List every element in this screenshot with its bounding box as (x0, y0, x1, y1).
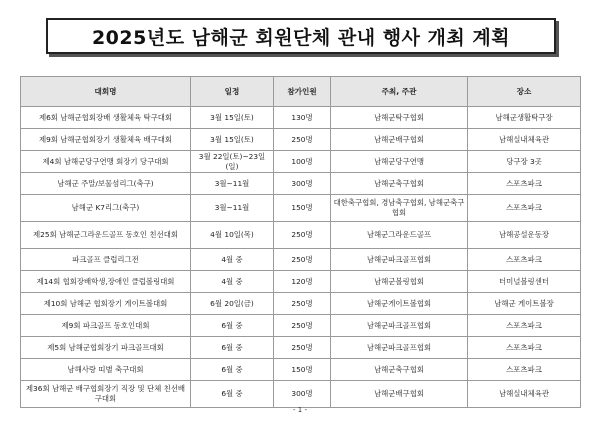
page-title: 2025년도 남해군 회원단체 관내 행사 개최 계획 (91, 26, 511, 49)
event-place: 스포츠파크 (468, 249, 581, 271)
event-name: 제4회 남해군당구연맹 회장기 당구대회 (21, 151, 191, 173)
event-count: 300명 (274, 381, 331, 408)
table-row (21, 173, 581, 195)
event-place: 터미널볼링센터 (468, 271, 581, 293)
event-name: 제25회 남해군그라운드골프 동호인 친선대회 (21, 222, 191, 249)
table-row (21, 271, 581, 293)
event-name: 남해군 K7리그(축구) (21, 195, 191, 222)
event-date: 6월 중 (191, 337, 274, 359)
table-row (21, 381, 581, 408)
events-table (20, 76, 581, 408)
event-place: 스포츠파크 (468, 337, 581, 359)
event-host: 남해군게이트볼협회 (331, 293, 468, 315)
event-host: 대한축구협회, 경남축구협회, 남해군축구협회 (331, 195, 468, 222)
header-place: 장소 (468, 77, 581, 107)
event-place: 스포츠파크 (468, 359, 581, 381)
table-row (21, 151, 581, 173)
event-host: 남해군탁구협회 (331, 107, 468, 129)
event-place: 스포츠파크 (468, 315, 581, 337)
event-date: 3월 15일(토) (191, 107, 274, 129)
event-date: 4월 중 (191, 249, 274, 271)
event-count: 130명 (274, 107, 331, 129)
table-row (21, 107, 581, 129)
event-name: 제9회 남해군협회장기 생활체육 배구대회 (21, 129, 191, 151)
event-count: 300명 (274, 173, 331, 195)
event-date: 3월~11월 (191, 173, 274, 195)
event-count: 250명 (274, 249, 331, 271)
table-row (21, 195, 581, 222)
table-row (21, 249, 581, 271)
event-date: 3월 15일(토) (191, 129, 274, 151)
event-count: 150명 (274, 359, 331, 381)
title-box (46, 18, 556, 54)
event-date: 4월 10일(목) (191, 222, 274, 249)
event-date: 6월 중 (191, 381, 274, 408)
event-count: 250명 (274, 337, 331, 359)
event-count: 150명 (274, 195, 331, 222)
event-date: 6월 중 (191, 359, 274, 381)
page-number: - 1 - (293, 406, 307, 414)
event-count: 250명 (274, 315, 331, 337)
event-date: 3월~11월 (191, 195, 274, 222)
table-row (21, 293, 581, 315)
event-host: 남해군축구협회 (331, 173, 468, 195)
event-count: 250명 (274, 222, 331, 249)
event-name: 제10회 남해군 협회장기 게이트볼대회 (21, 293, 191, 315)
event-place: 남해공설운동장 (468, 222, 581, 249)
header-name: 대회명 (21, 77, 191, 107)
event-place: 남해실내체육관 (468, 381, 581, 408)
table-row (21, 129, 581, 151)
event-name: 남해군 주말/보물섬리그(축구) (21, 173, 191, 195)
event-date: 6월 중 (191, 315, 274, 337)
event-place: 스포츠파크 (468, 195, 581, 222)
event-place: 당구장 3곳 (468, 151, 581, 173)
event-count: 120명 (274, 271, 331, 293)
event-host: 남해군배구협회 (331, 381, 468, 408)
table-header-row (21, 77, 581, 107)
event-host: 남해군파크골프협회 (331, 337, 468, 359)
event-name: 남해사랑 띠별 축구대회 (21, 359, 191, 381)
event-date: 6월 20일(금) (191, 293, 274, 315)
event-count: 250명 (274, 129, 331, 151)
header-count: 참가인원 (274, 77, 331, 107)
event-host: 남해군그라운드골프 (331, 222, 468, 249)
table-row (21, 222, 581, 249)
event-host: 남해군당구연맹 (331, 151, 468, 173)
event-host: 남해군파크골프협회 (331, 249, 468, 271)
event-place: 남해군 게이트볼장 (468, 293, 581, 315)
event-host: 남해군축구협회 (331, 359, 468, 381)
table-row (21, 359, 581, 381)
event-date: 4월 중 (191, 271, 274, 293)
event-place: 남해실내체육관 (468, 129, 581, 151)
event-name: 제14회 협회장배학생,장애인 클럽볼링대회 (21, 271, 191, 293)
event-count: 250명 (274, 293, 331, 315)
event-host: 남해군배구협회 (331, 129, 468, 151)
event-name: 제9회 파크골프 동호인대회 (21, 315, 191, 337)
event-host: 남해군볼링협회 (331, 271, 468, 293)
event-place: 남해군생활탁구장 (468, 107, 581, 129)
table-row (21, 337, 581, 359)
event-host: 남해군파크골프협회 (331, 315, 468, 337)
event-date: 3월 22일(토)~23일(일) (191, 151, 274, 173)
event-place: 스포츠파크 (468, 173, 581, 195)
event-name: 제36회 남해군 배구협회장기 직장 및 단체 친선배구대회 (21, 381, 191, 408)
event-count: 100명 (274, 151, 331, 173)
header-host: 주최, 주관 (331, 77, 468, 107)
header-date: 일정 (191, 77, 274, 107)
event-name: 제5회 남해군협회장기 파크골프대회 (21, 337, 191, 359)
table-row (21, 315, 581, 337)
event-name: 파크골프 클럽리그전 (21, 249, 191, 271)
event-name: 제6회 남해군협회장배 생활체육 탁구대회 (21, 107, 191, 129)
